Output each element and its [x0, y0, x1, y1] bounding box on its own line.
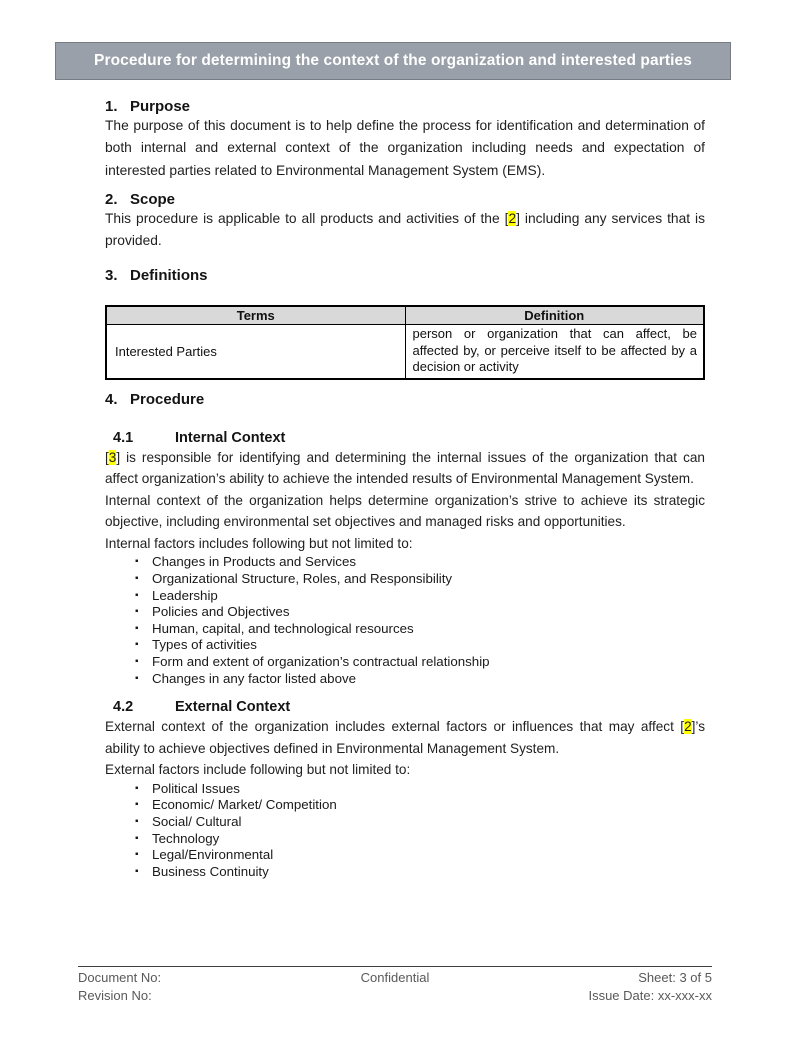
scope-paragraph: This procedure is applicable to all products and activities of the [2] including any services that is provided. [105, 210, 706, 249]
heading-scope [105, 191, 705, 208]
heading-purpose-number: 1. [105, 98, 118, 115]
internal-factors-list [105, 554, 705, 687]
external-factors-intro: External factors include following but not limited to: [105, 762, 411, 778]
list-item: ▪ Organizational Structure, Roles, and Responsibility [135, 571, 705, 588]
document-body [105, 80, 705, 880]
footer-row-2 [78, 987, 712, 1005]
definitions-definition-cell: person or organization that can affect, be affected by, or perceive itself to be affected by a decision or activity [405, 325, 704, 379]
heading-external-context-title: External Context [175, 699, 291, 716]
heading-scope-number: 2. [105, 190, 118, 208]
list-item: ▪ Changes in any factor listed above [135, 671, 705, 688]
external-intro-paragraph: External context of the organization includes external factors or influences that may affect [2]’s ability to achieve objectives defined in Environmental Management System. [105, 719, 705, 756]
heading-internal-context-number: 4.1 [113, 429, 134, 446]
list-item: ▪ Political Issues [135, 781, 705, 798]
heading-external-context [105, 699, 705, 716]
list-item: ▪ Technology [135, 831, 705, 848]
page-footer [78, 966, 712, 1005]
heading-procedure [105, 391, 705, 408]
footer-issue-date: Issue Date: xx-xxx-xx [588, 988, 712, 1003]
footer-center-empty [296, 987, 494, 1005]
list-item: ▪ Social/ Cultural [135, 814, 705, 831]
footer-revision-no-label: Revision No: [78, 988, 152, 1003]
footer-row-1 [78, 969, 712, 987]
highlighted-placeholder: 2 [684, 719, 692, 735]
document-title-bar [55, 42, 731, 80]
list-item: ▪ Business Continuity [135, 864, 705, 881]
heading-purpose-title: Purpose [130, 98, 191, 115]
heading-scope-title: Scope [130, 190, 176, 208]
heading-procedure-title: Procedure [130, 390, 205, 408]
heading-external-context-number: 4.2 [113, 699, 134, 716]
list-item: ▪ Types of activities [135, 637, 705, 654]
heading-definitions [105, 267, 705, 284]
list-item: ▪ Economic/ Market/ Competition [135, 797, 705, 814]
footer-confidential-label: Confidential [360, 970, 430, 985]
heading-procedure-number: 4. [105, 390, 118, 408]
definitions-table-header-definition: Definition [405, 306, 704, 325]
list-item: ▪ Form and extent of organization’s contractual relationship [135, 654, 705, 671]
definitions-term-cell: Interested Parties [106, 325, 405, 379]
highlighted-placeholder: 2 [508, 210, 517, 226]
footer-document-no-label: Document No: [78, 970, 162, 985]
heading-purpose [105, 98, 705, 115]
table-row [106, 325, 704, 379]
list-item: ▪ Leadership [135, 588, 705, 605]
external-factors-list [105, 781, 705, 881]
footer-sheet-number: Sheet: 3 of 5 [638, 970, 712, 985]
list-item: ▪ Policies and Objectives [135, 604, 705, 621]
heading-internal-context [105, 430, 705, 447]
internal-factors-intro: Internal factors includes following but not limited to: [105, 535, 413, 551]
heading-definitions-title: Definitions [130, 267, 208, 285]
list-item: ▪ Human, capital, and technological resources [135, 621, 705, 638]
list-item: ▪ Legal/Environmental [135, 847, 705, 864]
heading-internal-context-title: Internal Context [175, 429, 286, 446]
definitions-table-header-row [106, 306, 704, 325]
internal-context-paragraph: Internal context of the organization helps determine organization’s strive to achieve its strategic objective, including environmental set objectives and managed risks and opportunities. [105, 492, 705, 530]
list-item: ▪ Changes in Products and Services [135, 554, 705, 571]
heading-definitions-number: 3. [105, 267, 118, 285]
definitions-table-header-terms: Terms [106, 306, 405, 325]
purpose-paragraph: The purpose of this document is to help define the process for identification and determination of both internal and external context of the organization including needs and expectation of interested parties related to Environmental Management System (EMS). [105, 118, 705, 178]
internal-intro-paragraph: [3] is responsible for identifying and determining the internal issues of the organization that can affect organization’s ability to achieve the intended results of Environmental Management System. [105, 449, 705, 487]
definitions-table [105, 305, 705, 380]
highlighted-placeholder: 3 [108, 449, 117, 465]
document-title: Procedure for determining the context of the organization and interested parties [94, 52, 692, 69]
